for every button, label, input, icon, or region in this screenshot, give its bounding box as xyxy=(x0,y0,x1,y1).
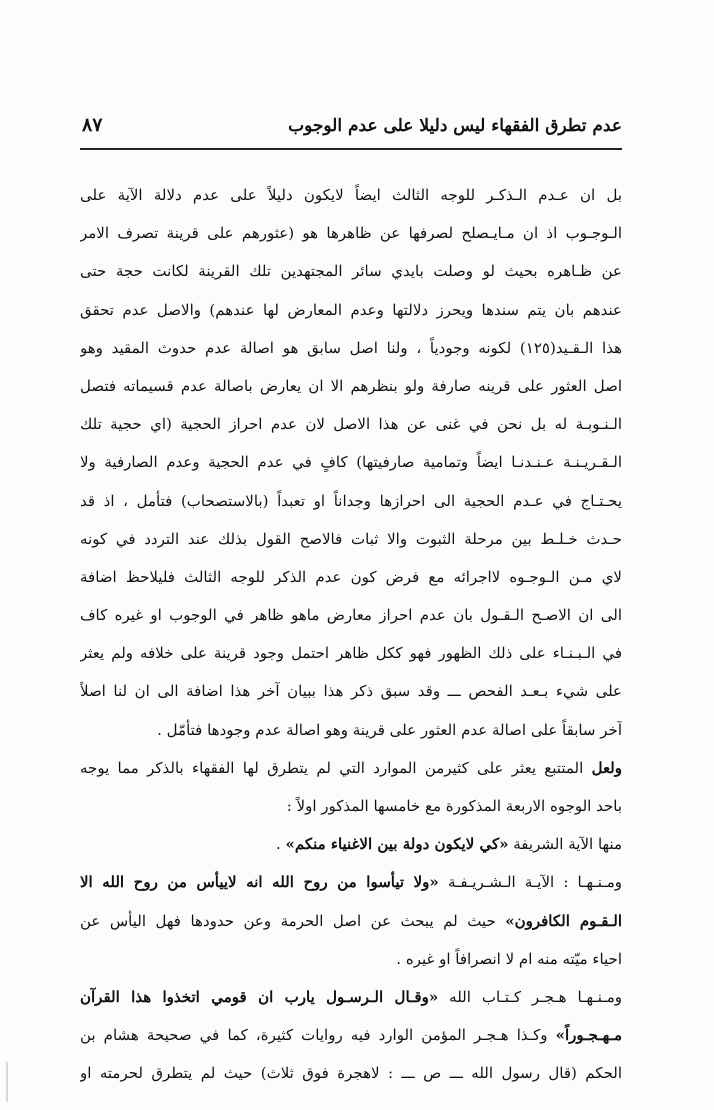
body-text xyxy=(80,176,622,1093)
text-line: هذا الـقـيد(١٢٥) لكونه وجودياً ، ولنا اصل سابق هو اصالة عدم حدوث المقيد وهو xyxy=(80,338,622,357)
text-line: عندهم بان يتم سندها ويحرز دلالتها وعدم المعارض لها عندهم) والاصل عدم تحقق xyxy=(80,300,622,319)
page-number: ٨٧ xyxy=(82,114,103,136)
text-line: ولعل المتتبع يعثر على كثيرمن الموارد التي لم يتطرق لها الفقهاء بالذكر مما يوجه xyxy=(80,758,622,777)
text-line: يحـتـاج في عـدم الحجية الى احرازها وجداناً او تعبداً (بالاستصحاب) فتأمل ، اذ قد xyxy=(80,491,622,510)
text-line: الـنـوبـة له بل نحن في غنى عن هذا الاصل لان عدم احراز الحجية (اي حجية تلك xyxy=(80,415,622,434)
running-header xyxy=(80,112,622,150)
text-line: مـهـجـوراً» وكـذا هـجـر المؤمن الوارد فيه روايات كثيرة، كما في صحيحة هشام بن xyxy=(80,1026,622,1045)
text-line: الى ان الاصـح الـقـول بان عدم احراز معارض ماهو ظاهر في الوجوب او غيره كاف xyxy=(80,606,622,625)
scan-edge xyxy=(6,1062,8,1102)
text-line: الـقـوم الكافرون» حيث لم يبحث عن اصل الحرمة وعن حدودها فهل اليأس عن xyxy=(80,911,622,930)
text-line: احياء ميّته منه ام لا انصرافاً او غيره . xyxy=(396,949,622,968)
text-line: اصل العثور على قرينه صارفة ولو بنظرهم الا ان يعارض باصالة عدم قسيماته فتصل xyxy=(80,376,622,395)
text-line: ومـنـهـا هـجـر كـتـاب الله «وقـال الـرسـول يارب ان قومي اتخذوا هذا القرآن xyxy=(80,987,622,1006)
text-line: عن ظـاهره بحيث لو وصلت بايدي سائر المجتهدين تلك القرينة لكانت حجة حتى xyxy=(80,262,622,281)
text-line: باحد الوجوه الاربعة المذكورة مع خامسها المذكور اولاً : xyxy=(286,797,622,815)
text-line: في الـبـنـاء على ذلك الظهور فهو ككل ظاهر احتمل وجود قرينة على خلافه ولم يعثر xyxy=(80,644,622,663)
text-line: ومـنـهـا : الآيـة الـشـريـفـة «ولا تيأسوا من روح الله انه لاييأس من روح الله الا xyxy=(80,873,622,892)
chapter-title: عدم تطرق الفقهاء ليس دليلا على عدم الوجوب xyxy=(288,116,622,136)
text-line: الـقـريـنـة عـنـدنـا ايضاً وتمامية صارفيتها) كافٍ في عدم الحجية وعدم الصارفية ولا xyxy=(80,453,622,472)
text-line: لاي مـن الـوجـوه لااجرائه مع فرض كون عدم الذكر للوجه الثالث فليلاحظ اضافة xyxy=(80,567,622,586)
text-line: آخر سابقاً على اصالة عدم العثور على قرينة وهو اصالة عدم وجودها فتأمّل . xyxy=(157,720,622,739)
text-line: حـدث خـلـط بين مرحلة الثبوت والا ثبات فالاصح القول بذلك عند التردد في كونه xyxy=(80,529,622,548)
text-line: الـوجـوب اذ ان مـايـصلح لصرفها عن ظاهرها هو (عثورهم على قرينة تصرف الامر xyxy=(80,224,622,243)
text-line: الحكم (قال رسول الله ـــ ص ـــ : لاهجرة فوق ثلاث) حيث لم يتطرق لحرمته او xyxy=(80,1064,622,1083)
text-line: على شيء بـعـد الفحص ـــ وقد سبق ذكر هذا ببيان آخر هذا اضافة الى ان لنا اصلاً xyxy=(80,682,622,701)
text-line: منها الآية الشريفة «كي لايكون دولة بين الاغنياء منكم» . xyxy=(275,835,622,854)
text-line: بل ان عـدم الـذكـر للوجه الثالث ايضاً لايكون دليلاً على عدم دلالة الآية على xyxy=(80,186,622,204)
